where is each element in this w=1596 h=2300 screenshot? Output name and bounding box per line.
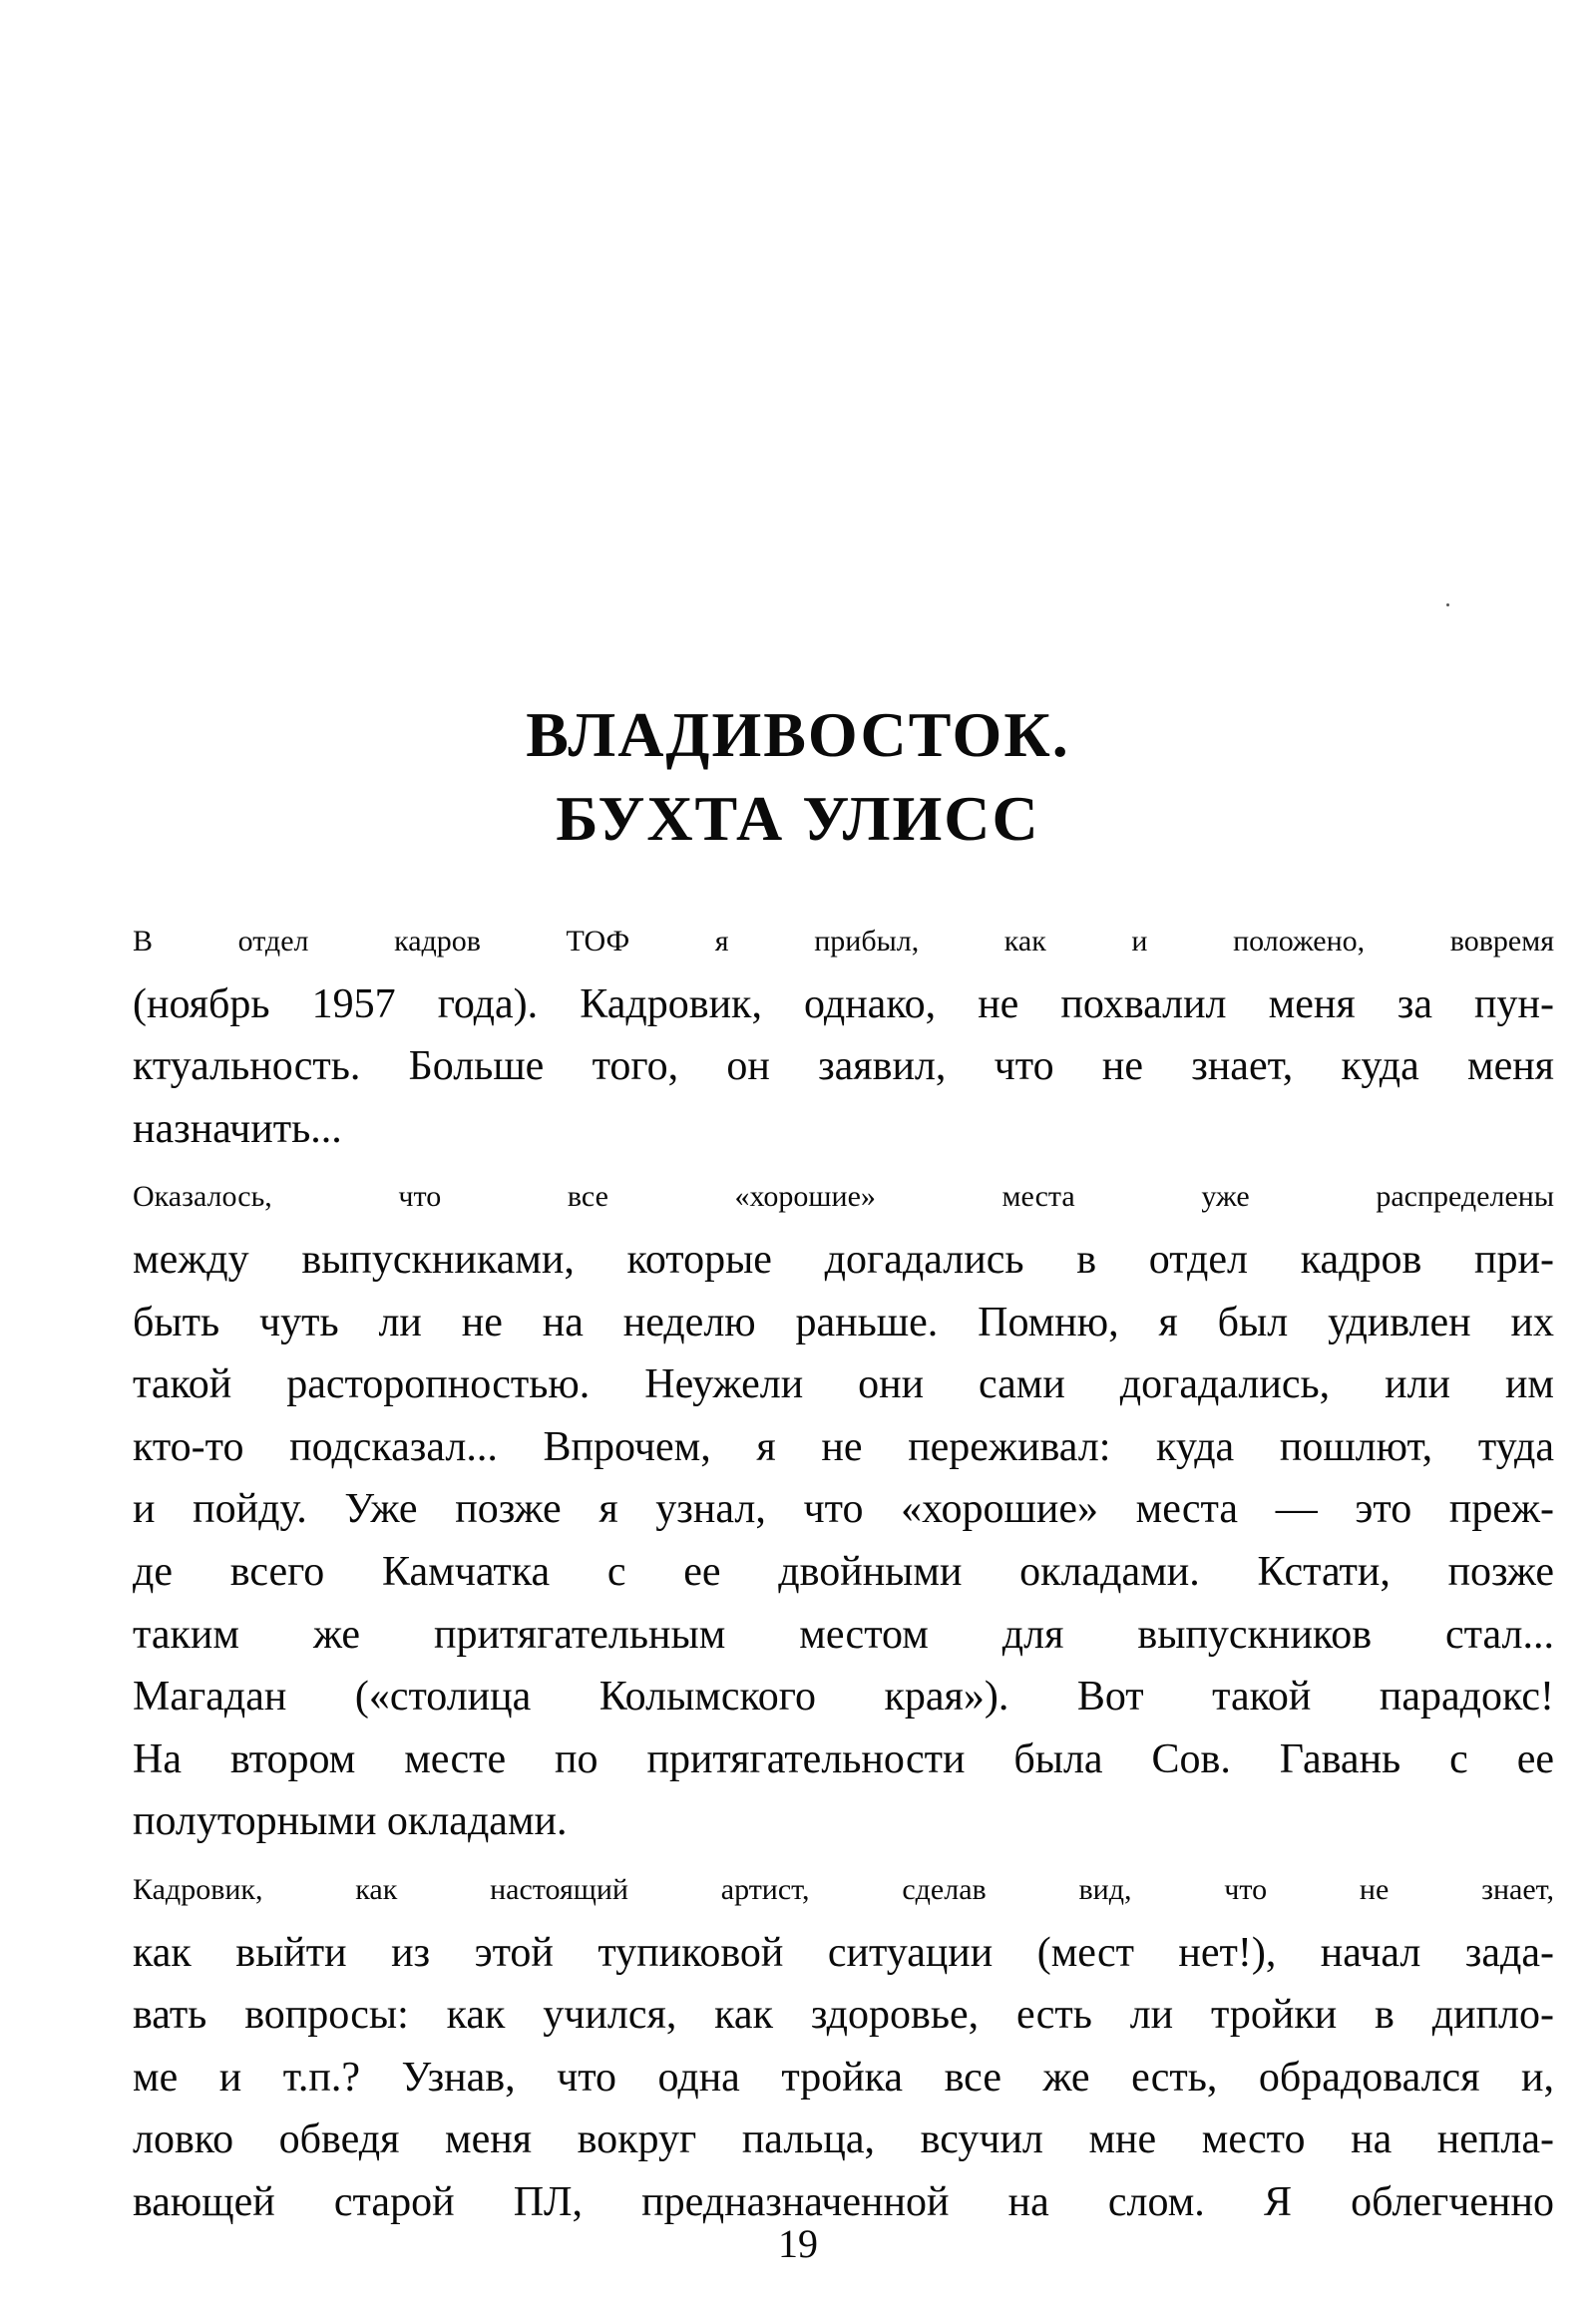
scan-speck: [1446, 603, 1449, 606]
text-line: Оказалось, что все «хорошие» места уже распределены: [133, 1180, 1554, 1214]
text-line: назначить...: [133, 1105, 342, 1152]
paragraph-2: [48, 1166, 1554, 1853]
chapter-title: [0, 693, 1596, 861]
text-line: как выйти из этой тупиковой ситуации (мест нет!), начал зада-: [133, 1929, 1554, 1976]
text-line: (ноябрь 1957 года). Кадровик, однако, не похвалил меня за пун-: [133, 980, 1554, 1027]
text-line: ловко обведя меня вокруг пальца, всучил мне место на непла-: [133, 2116, 1554, 2163]
text-line: Магадан («столица Колымского края»). Вот такой парадокс!: [133, 1674, 1554, 1721]
paragraph-3: [48, 1859, 1554, 2234]
text-line: На втором месте по притягательности была Сов. Гавань с ее: [133, 1735, 1554, 1782]
chapter-title-line-1: ВЛАДИВОСТОК.: [526, 699, 1070, 770]
text-line: полуторными окладами.: [133, 1798, 568, 1845]
text-line: вающей старой ПЛ, предназначенной на слом. Я облегченно: [133, 2178, 1554, 2225]
text-line: ктуальность. Больше того, он заявил, что не знает, куда меня: [133, 1043, 1554, 1090]
text-line: между выпускниками, которые догадались в отдел кадров при-: [133, 1236, 1554, 1283]
text-line: быть чуть ли не на неделю раньше. Помню, я был удивлен их: [133, 1299, 1554, 1345]
chapter-title-line-2: БУХТА УЛИСС: [556, 783, 1040, 854]
text-line: и пойду. Уже позже я узнал, что «хорошие» места — это преж-: [133, 1486, 1554, 1533]
text-line: таким же притягательным местом для выпускников стал...: [133, 1611, 1554, 1658]
body-text: [48, 911, 1554, 2239]
text-line: де всего Камчатка с ее двойными окладами. Кстати, позже: [133, 1548, 1554, 1595]
text-line: такой расторопностью. Неужели они сами догадались, или им: [133, 1361, 1554, 1408]
text-line: кто-то подсказал... Впрочем, я не переживал: куда пошлют, туда: [133, 1423, 1554, 1470]
text-line: вать вопросы: как учился, как здоровье, есть ли тройки в дипло-: [133, 1992, 1554, 2039]
text-line: Кадровик, как настоящий артист, сделав вид, что не знает,: [133, 1872, 1554, 1906]
text-line: В отдел кадров ТОФ я прибыл, как и положено, вовремя: [133, 925, 1554, 958]
page-number: 19: [778, 2221, 818, 2266]
paragraph-1: [48, 911, 1554, 1160]
text-line: ме и т.п.? Узнав, что одна тройка все же есть, обрадовался и,: [133, 2054, 1554, 2101]
